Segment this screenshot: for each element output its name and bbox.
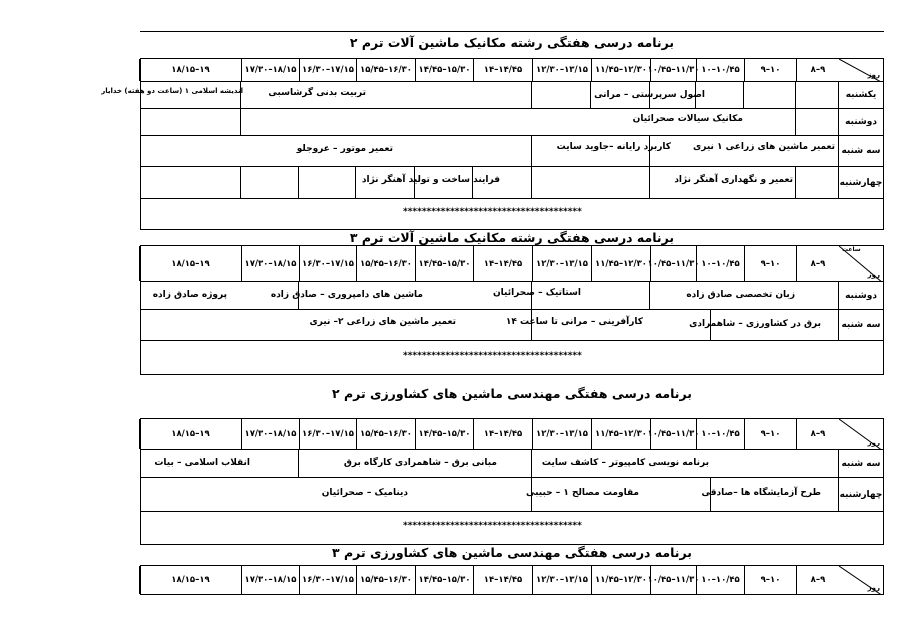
course-text: تعمیر ماشین های زراعی ۱ نیری [693,142,835,152]
column-divider [298,450,299,477]
section-title-2: برنامه درسی هفتگی رشته مکانیک ماشین آلات ترم ۳ [349,230,675,245]
column-divider [531,167,532,198]
time-slot-header: ۱۲/۳۰–۱۳/۱۵ [532,246,591,281]
time-slot-header: ۱۰/۴۵–۱۱/۳۰ [650,246,696,281]
time-slot-header: ۱۰–۱۰/۴۵ [696,59,744,81]
separator-row [140,198,884,230]
time-slot-header: ۱۰/۴۵–۱۱/۳۰ [650,419,696,449]
column-divider [838,478,839,511]
time-slot-header: ۱۴–۱۴/۴۵ [473,566,532,594]
header-row [140,418,884,450]
header-row [140,245,884,282]
time-slot-header: ۱۶/۳۰–۱۷/۱۵ [299,566,356,594]
time-slot-header: ۱۵/۴۵–۱۶/۳۰ [356,566,415,594]
corner-cell [839,566,883,594]
day-label: دوشنبه [845,290,877,301]
course-text: انقلاب اسلامی – بیات [154,458,250,468]
separator-stars: ************************************** [403,351,582,361]
course-text: کارآفرینی – مرانی تا ساعت ۱۴ [505,317,643,327]
time-slot-header: ۱۶/۳۰–۱۷/۱۵ [299,59,356,81]
time-slot-header: ۸–۹ [796,59,839,81]
time-slot-header: ۱۷/۳۰–۱۸/۱۵ [241,59,299,81]
course-text: مکانیک سیالات صحرائیان [632,114,743,124]
day-row [140,135,884,167]
header-row [140,565,884,595]
time-slot-header: ۱۷/۳۰–۱۸/۱۵ [241,566,299,594]
time-slot-header: ۱۰/۴۵–۱۱/۳۰ [650,59,696,81]
column-divider [240,82,241,108]
column-divider [838,109,839,135]
time-slot-header: ۱۴/۴۵–۱۵/۳۰ [415,566,473,594]
column-divider [355,167,356,198]
top-rule [140,31,884,32]
course-text: مقاومت مصالح ۱ – حبیبی [526,488,639,498]
separator-row [140,511,884,545]
corner-day-label: روز [867,584,880,592]
time-slot-header: ۱۴–۱۴/۴۵ [473,246,532,281]
column-divider [838,136,839,166]
time-slot-header: ۹–۱۰ [744,246,796,281]
section-title-1: برنامه درسی هفتگی رشته مکانیک ماشین آلات ترم ۲ [349,35,675,50]
course-text: دینامیک – صحرائیان [321,488,408,498]
course-text: ماشین های دامپروری – صادق زاده [270,290,423,300]
course-text: استاتیک – صحرائیان [492,288,581,298]
day-label: چهارشنبه [839,489,883,500]
time-slot-header: ۱۶/۳۰–۱۷/۱۵ [299,419,356,449]
separator-row [140,340,884,375]
separator-stars: ************************************** [403,521,582,531]
column-divider [472,167,473,198]
column-divider [531,310,532,340]
course-text: مبانی برق – شاهمرادی کارگاه برق [343,458,497,468]
header-row [140,58,884,82]
column-divider [531,478,532,511]
corner-hour-label: ساعت [842,246,861,253]
section-title-3: برنامه درسی هفتگی مهندسی ماشین های کشاورزی ترم ۲ [332,386,692,401]
time-slot-header: ۱۸/۱۵–۱۹ [139,246,241,281]
day-label: سه شنبه [841,146,881,156]
course-text: اندیشه اسلامی ۱ (ساعت دو هفته) خدایار [101,87,243,95]
column-divider [649,82,650,108]
time-slot-header: ۱۰–۱۰/۴۵ [696,566,744,594]
column-divider [649,136,650,166]
day-label: یکشنبه [845,90,877,100]
course-text: برق در کشاورزی – شاهمرادی [689,319,821,329]
course-text: طرح آزمایشگاه ها –صادقی [701,488,821,498]
corner-cell [839,419,883,449]
column-divider [531,136,532,166]
time-slot-header: ۱۰/۴۵–۱۱/۳۰ [650,566,696,594]
column-divider [838,310,839,340]
time-slot-header: ۱۶/۳۰–۱۷/۱۵ [299,246,356,281]
course-text: تعمیر ماشین های زراعی ۲– نیری [309,317,456,327]
time-slot-header: ۱۴/۴۵–۱۵/۳۰ [415,59,473,81]
column-divider [795,167,796,198]
corner-cell [839,59,883,81]
column-divider [531,450,532,477]
course-text: زبان تخصصی صادق زاده [686,290,795,300]
column-divider [743,82,744,108]
day-row [140,281,884,310]
time-slot-header: ۱۴–۱۴/۴۵ [473,59,532,81]
time-slot-header: ۱۱/۴۵–۱۲/۳۰ [591,246,650,281]
column-divider [795,109,796,135]
time-slot-header: ۹–۱۰ [744,419,796,449]
column-divider [414,167,415,198]
day-row [101,81,884,109]
column-divider [695,82,696,108]
time-slot-header: ۱۸/۱۵–۱۹ [139,566,241,594]
day-row [140,449,884,478]
time-slot-header: ۹–۱۰ [744,566,796,594]
time-slot-header: ۱۵/۴۵–۱۶/۳۰ [356,246,415,281]
time-slot-header: ۸–۹ [796,419,839,449]
column-divider [649,282,650,309]
day-label: سه شنبه [841,320,881,330]
day-row [140,108,884,136]
time-slot-header: ۱۴/۴۵–۱۵/۳۰ [415,419,473,449]
column-divider [240,109,241,135]
course-text: تعمیر موتور – عروجلو [296,144,393,154]
time-slot-header: ۱۱/۴۵–۱۲/۳۰ [591,566,650,594]
day-row [140,309,884,341]
day-row [140,166,884,199]
column-divider [240,167,241,198]
column-divider [298,167,299,198]
course-text: تعمیر و نگهداری آهنگر نژاد [674,175,793,185]
time-slot-header: ۱۲/۳۰–۱۳/۱۵ [532,419,591,449]
section-title-4: برنامه درسی هفتگی مهندسی ماشین های کشاورزی ترم ۳ [332,545,692,560]
corner-day-label: روز [867,71,880,79]
column-divider [795,82,796,108]
corner-day-label: روز [867,439,880,447]
column-divider [838,450,839,477]
time-slot-header: ۱۷/۳۰–۱۸/۱۵ [241,246,299,281]
day-label: دوشنبه [845,117,877,127]
day-label: چهارشنبه [839,177,883,188]
column-divider [838,82,839,108]
column-divider [531,282,532,309]
time-slot-header: ۹–۱۰ [744,59,796,81]
time-slot-header: ۱۰–۱۰/۴۵ [696,246,744,281]
day-row [140,477,884,512]
column-divider [710,478,711,511]
column-divider [838,167,839,198]
time-slot-header: ۸–۹ [796,566,839,594]
day-label: سه شنبه [841,458,881,469]
time-slot-header: ۸–۹ [796,246,839,281]
corner-cell [839,246,883,281]
column-divider [649,167,650,198]
column-divider [838,282,839,309]
time-slot-header: ۱۰–۱۰/۴۵ [696,419,744,449]
time-slot-header: ۱۵/۴۵–۱۶/۳۰ [356,59,415,81]
column-divider [298,282,299,309]
column-divider [590,82,591,108]
column-divider [710,310,711,340]
course-text: فرایند ساخت و تولید آهنگر نژاد [361,175,500,185]
time-slot-header: ۱۱/۴۵–۱۲/۳۰ [591,59,650,81]
time-slot-header: ۱۴–۱۴/۴۵ [473,419,532,449]
time-slot-header: ۱۸/۱۵–۱۹ [139,419,241,449]
time-slot-header: ۱۴/۴۵–۱۵/۳۰ [415,246,473,281]
time-slot-header: ۱۵/۴۵–۱۶/۳۰ [356,419,415,449]
column-divider [531,82,532,108]
course-text: پروژه صادق زاده [152,290,227,300]
course-text: تربیت بدنی گرشاسبی [268,88,366,98]
separator-stars: ************************************** [403,207,582,217]
time-slot-header: ۱۲/۳۰–۱۳/۱۵ [532,566,591,594]
time-slot-header: ۱۲/۳۰–۱۳/۱۵ [532,59,591,81]
course-text: برنامه نویسی کامپیوتر – کاشف سایت [541,458,709,468]
time-slot-header: ۱۸/۱۵–۱۹ [139,59,241,81]
time-slot-header: ۱۱/۴۵–۱۲/۳۰ [591,419,650,449]
course-text: اصول سرپرستی – مرانی [594,90,705,100]
time-slot-header: ۱۷/۳۰–۱۸/۱۵ [241,419,299,449]
course-text: کاربرد رایانه –جاوید سایت [556,142,671,152]
corner-day-label: روز [867,271,880,279]
